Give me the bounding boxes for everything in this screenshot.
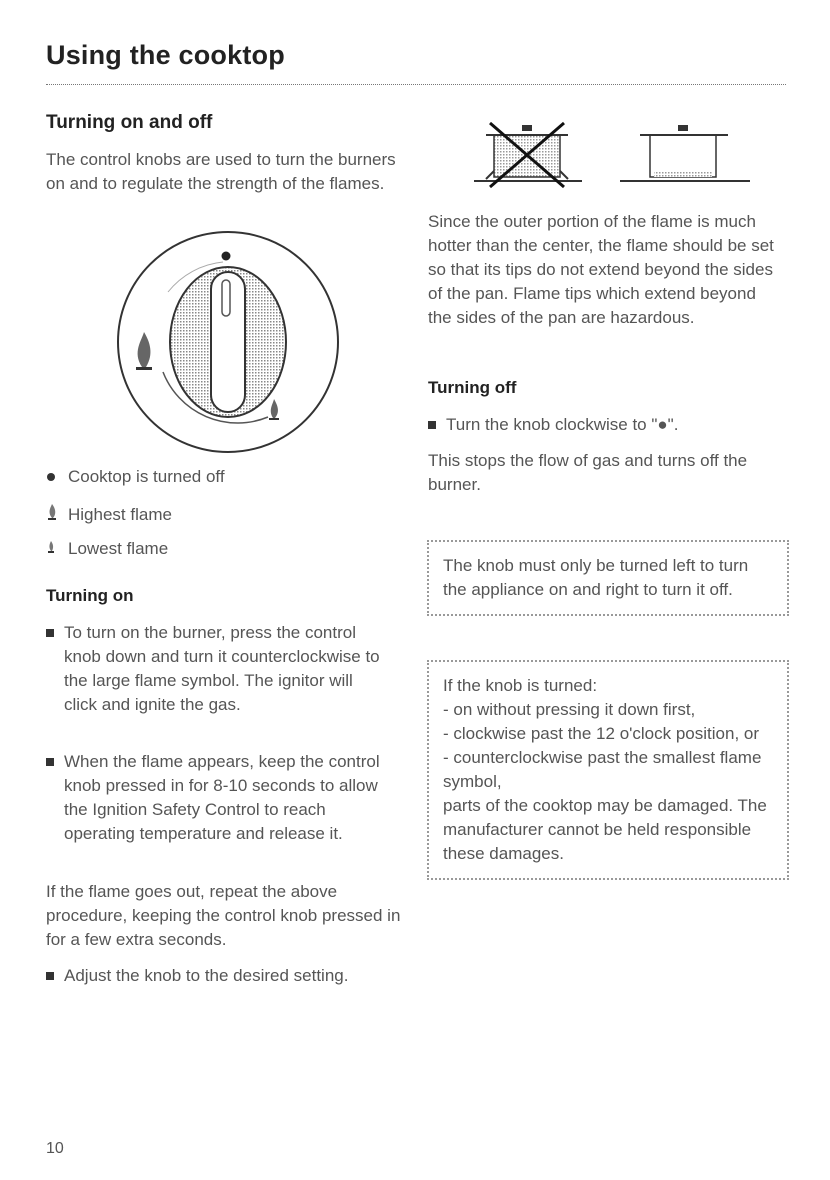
flame-size-text: Since the outer portion of the flame is much hotter than the center, the flame should be set so that its tips do not extend beyond the sides of the pan. Flame tips which extend beyond the sides of the pan are hazardous. (428, 212, 774, 327)
page-number: 10 (46, 1140, 64, 1157)
note-line: If the knob is turned: (443, 676, 598, 695)
knob-indicator (222, 280, 230, 316)
legend-label: Lowest flame (68, 538, 169, 558)
legend-item-lowest (46, 538, 168, 559)
turning-off-title: Turning off (428, 378, 517, 397)
intro-text: The control knobs are used to turn the burners on and to regulate the strength of the flames. (46, 150, 396, 193)
legend-item-off (46, 467, 225, 487)
section-title: Turning on and off (46, 112, 213, 133)
turning-on-step-2 (46, 750, 386, 846)
bullet-text: To turn on the burner, press the control knob down and turn it counterclockwise to the large flame symbol. The ignitor will click and ignite the gas. (64, 623, 380, 714)
turning-on-title: Turning on (46, 586, 134, 605)
turning-on-step-3 (46, 964, 376, 988)
bullet-text: When the flame appears, keep the control knob pressed in for 8-10 seconds to allow the Ignition Safety Control to reach operating temperature and release it. (64, 752, 380, 843)
control-knob-illustration (108, 222, 348, 467)
bullet-icon (428, 421, 436, 429)
flame-out-note: If the flame goes out, repeat the above procedure, keeping the control knob pressed in for a few extra seconds. (46, 882, 401, 949)
bullet-icon (46, 629, 54, 637)
large-flame-icon (46, 503, 68, 526)
damage-warning-note (427, 660, 789, 880)
title-divider (46, 84, 786, 85)
bullet-text: Adjust the knob to the desired setting. (64, 966, 349, 985)
turning-on-step-1 (46, 621, 386, 717)
bullet-icon (46, 972, 54, 980)
note-line: - on without pressing it down first, (443, 700, 696, 719)
incorrect-pan-icon (474, 123, 582, 187)
note-line: - clockwise past the 12 o'clock position, or (443, 724, 760, 743)
bullet-icon (46, 758, 54, 766)
small-flame-icon (46, 538, 68, 559)
legend-label: Cooktop is turned off (68, 467, 225, 486)
turning-off-text: This stops the flow of gas and turns off the burner. (428, 451, 748, 494)
note-line: parts of the cooktop may be damaged. The manufacturer cannot be held responsible these damages. (443, 796, 767, 863)
turning-off-step (428, 413, 778, 437)
legend-label: Highest flame (68, 504, 172, 524)
bullet-text: Turn the knob clockwise to "●". (446, 415, 679, 434)
page-title: Using the cooktop (46, 40, 285, 70)
correct-pan-icon (620, 125, 750, 181)
dot-icon (46, 467, 68, 487)
note-text: The knob must only be turned left to turn the appliance on and right to turn it off. (443, 556, 749, 599)
pan-flame-illustration (464, 115, 764, 190)
off-dot-icon (222, 252, 231, 261)
legend-item-highest (46, 503, 172, 526)
knob-direction-note (427, 540, 789, 616)
note-line: - counterclockwise past the smallest flame symbol, (443, 748, 762, 791)
